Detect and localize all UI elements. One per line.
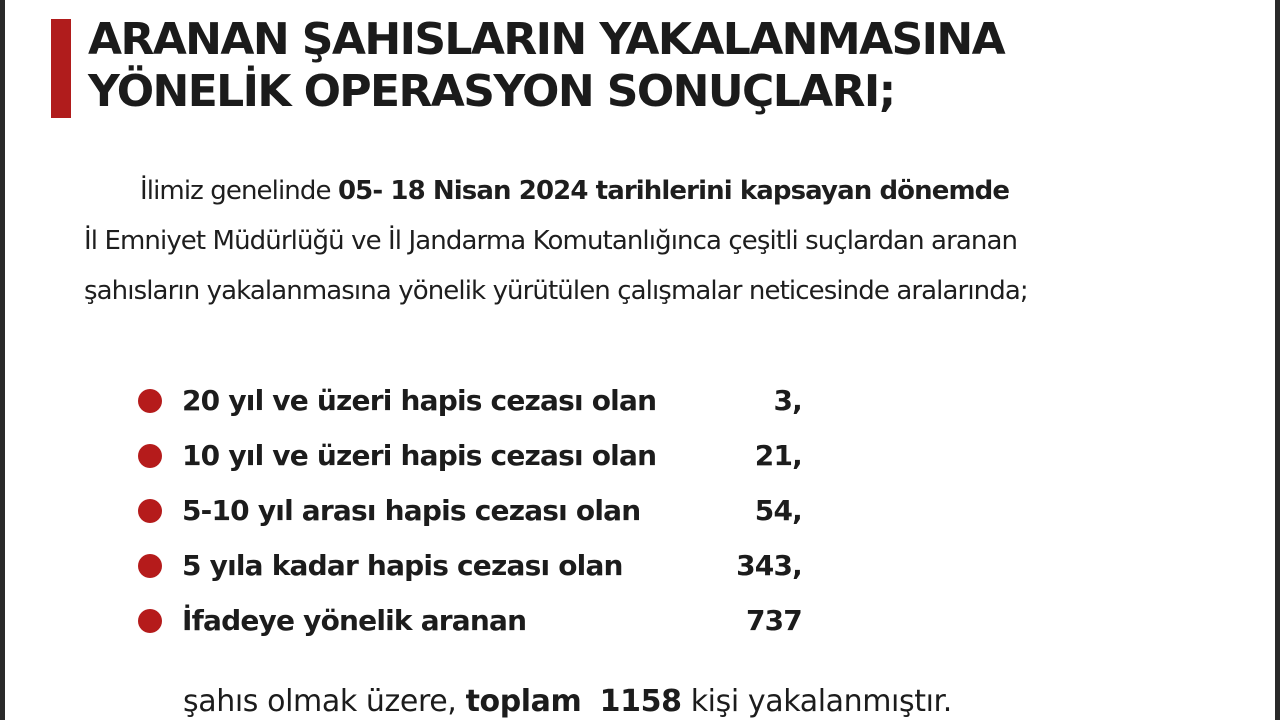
left-border xyxy=(0,0,5,720)
intro-line-2: İl Emniyet Müdürlüğü ve İl Jandarma Komutanlığınca çeşitli suçlardan aranan xyxy=(84,226,1018,256)
right-border xyxy=(1275,0,1280,720)
page-title xyxy=(88,14,1004,118)
stat-row xyxy=(138,538,802,593)
intro-paragraph xyxy=(84,166,1194,316)
intro-line-1 xyxy=(84,166,1194,216)
stats-list xyxy=(138,373,802,648)
closing-total-word: toplam xyxy=(465,684,582,719)
stat-value: 21, xyxy=(754,439,802,472)
closing-prefix: şahıs olmak üzere, xyxy=(183,684,466,719)
stat-row xyxy=(138,483,802,538)
stat-label: İfadeye yönelik aranan xyxy=(182,604,527,637)
bullet-icon xyxy=(138,389,162,413)
stat-row xyxy=(138,593,802,648)
stat-value: 737 xyxy=(745,604,802,637)
bullet-icon xyxy=(138,609,162,633)
intro-line-3: şahısların yakalanmasına yönelik yürütülen çalışmalar neticesinde aralarında; xyxy=(84,276,1028,306)
stat-label: 20 yıl ve üzeri hapis cezası olan xyxy=(182,384,657,417)
intro-date-range: 05- 18 Nisan 2024 tarihlerini kapsayan dönemde xyxy=(337,176,1010,206)
intro-line-1-prefix: İlimiz genelinde xyxy=(140,176,338,206)
title-accent-bar xyxy=(51,19,71,118)
stat-label: 10 yıl ve üzeri hapis cezası olan xyxy=(182,439,657,472)
closing-suffix: kişi yakalanmıştır. xyxy=(681,684,952,719)
stat-label: 5 yıla kadar hapis cezası olan xyxy=(182,549,623,582)
stat-row xyxy=(138,428,802,483)
stat-value: 3, xyxy=(773,384,802,417)
closing-total-number: 1158 xyxy=(599,684,682,719)
stat-label: 5-10 yıl arası hapis cezası olan xyxy=(182,494,641,527)
stat-row xyxy=(138,373,802,428)
bullet-icon xyxy=(138,499,162,523)
title-line-1: ARANAN ŞAHISLARIN YAKALANMASINA xyxy=(88,14,1005,65)
bullet-icon xyxy=(138,554,162,578)
stat-value: 343, xyxy=(736,549,802,582)
closing-sentence xyxy=(183,680,952,720)
stat-value: 54, xyxy=(754,494,802,527)
bullet-icon xyxy=(138,444,162,468)
title-line-2: YÖNELİK OPERASYON SONUÇLARI; xyxy=(88,66,895,117)
